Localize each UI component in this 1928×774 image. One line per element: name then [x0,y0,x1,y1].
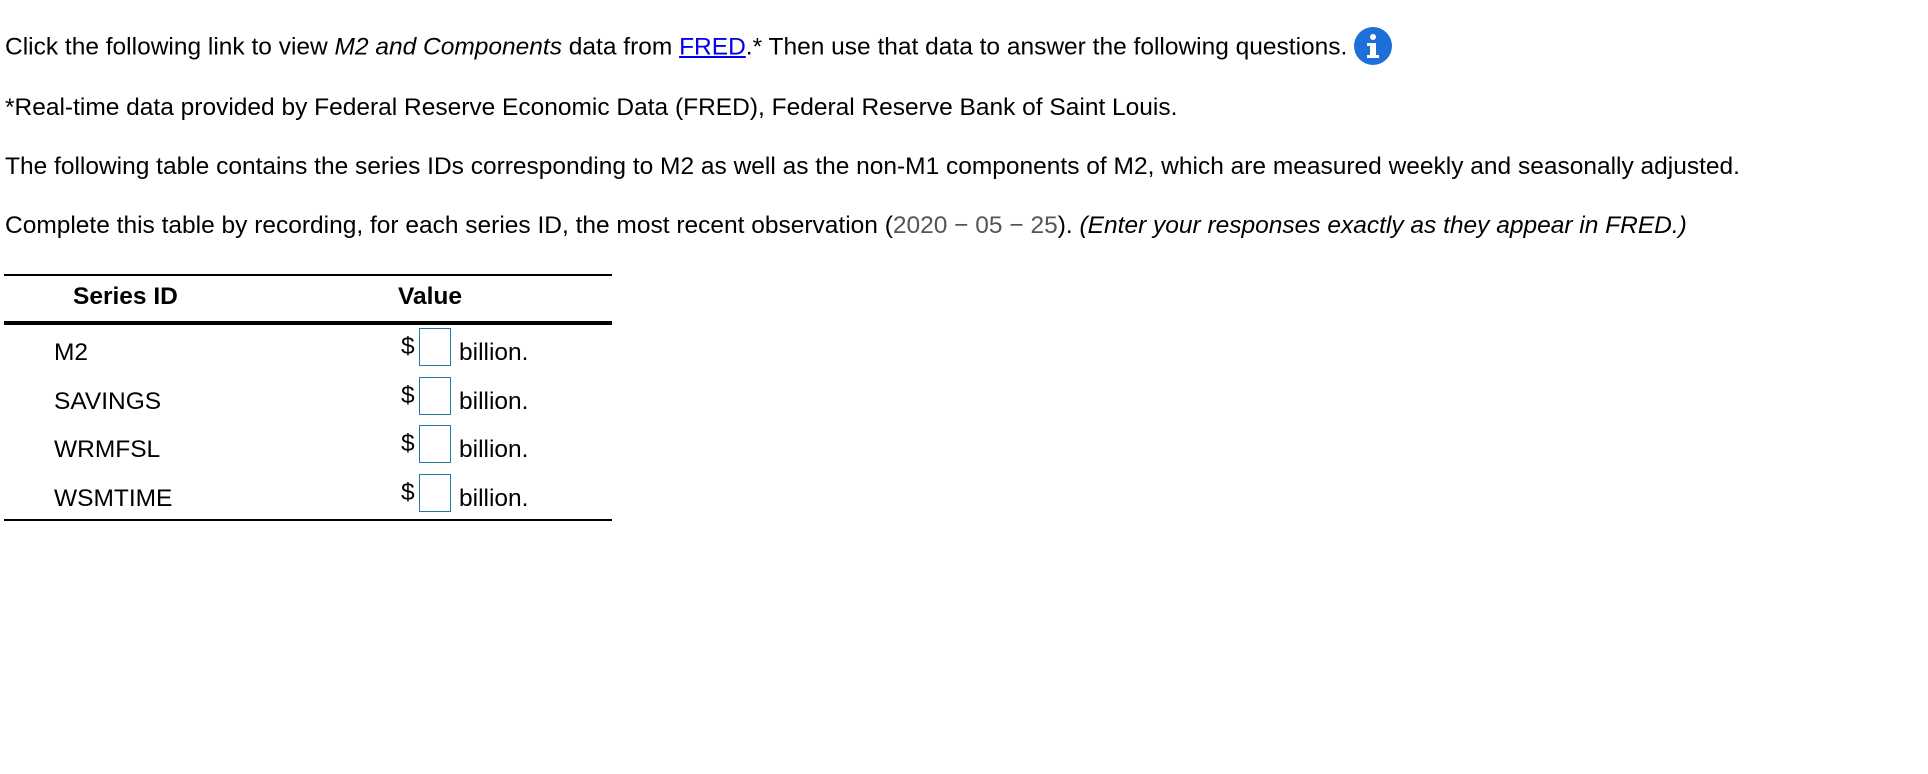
instruction-part2: ). [1057,212,1080,239]
intro-part3: .* Then use that data to answer the following questions. [745,33,1348,61]
intro-part2: data from [561,33,680,61]
intro-text [5,28,1393,68]
fred-link[interactable]: FRED [679,33,746,61]
dollar-sign: $ [401,478,415,506]
table-row [4,325,612,374]
instruction-part1: Complete this table by recording, for each series ID, the most recent observation ( [5,212,893,239]
info-icon[interactable] [1353,26,1393,66]
dollar-sign: $ [401,333,415,360]
m2-value-input[interactable] [419,328,451,366]
table-header [4,276,612,321]
table-row [4,374,612,423]
wrmfsl-value-input[interactable] [419,425,451,463]
series-id-cell: M2 [54,339,89,366]
wsmtime-value-input[interactable] [419,474,451,512]
unit-label: billion. [459,387,529,415]
instruction-note: (Enter your responses exactly as they appear in FRED.) [1079,212,1687,239]
table-row [4,422,612,471]
unit-label: billion. [459,484,529,512]
series-id-cell: SAVINGS [54,387,162,415]
footnote: *Real-time data provided by Federal Reserve Economic Data (FRED), Federal Reserve Bank of Saint Louis. [5,94,1178,121]
dataset-name: M2 and Components [334,33,562,61]
instruction [5,211,1687,241]
unit-label: billion. [459,339,529,366]
description: The following table contains the series IDs corresponding to M2 as well as the non-M1 components of M2, which are measured weekly and seasonally adjusted. [5,153,1740,180]
header-value: Value [398,283,463,310]
dollar-sign: $ [401,430,415,457]
series-id-cell: WRMFSL [54,436,161,463]
savings-value-input[interactable] [419,377,451,415]
observation-date: 2020 − 05 − 25 [892,212,1058,239]
series-id-cell: WSMTIME [54,484,173,512]
intro-part1: Click the following link to view [5,33,335,61]
dollar-sign: $ [401,381,415,409]
table-row [4,471,612,520]
header-series-id: Series ID [73,283,178,310]
table-bottom-rule [4,519,612,521]
series-table [4,274,612,521]
unit-label: billion. [459,436,529,463]
